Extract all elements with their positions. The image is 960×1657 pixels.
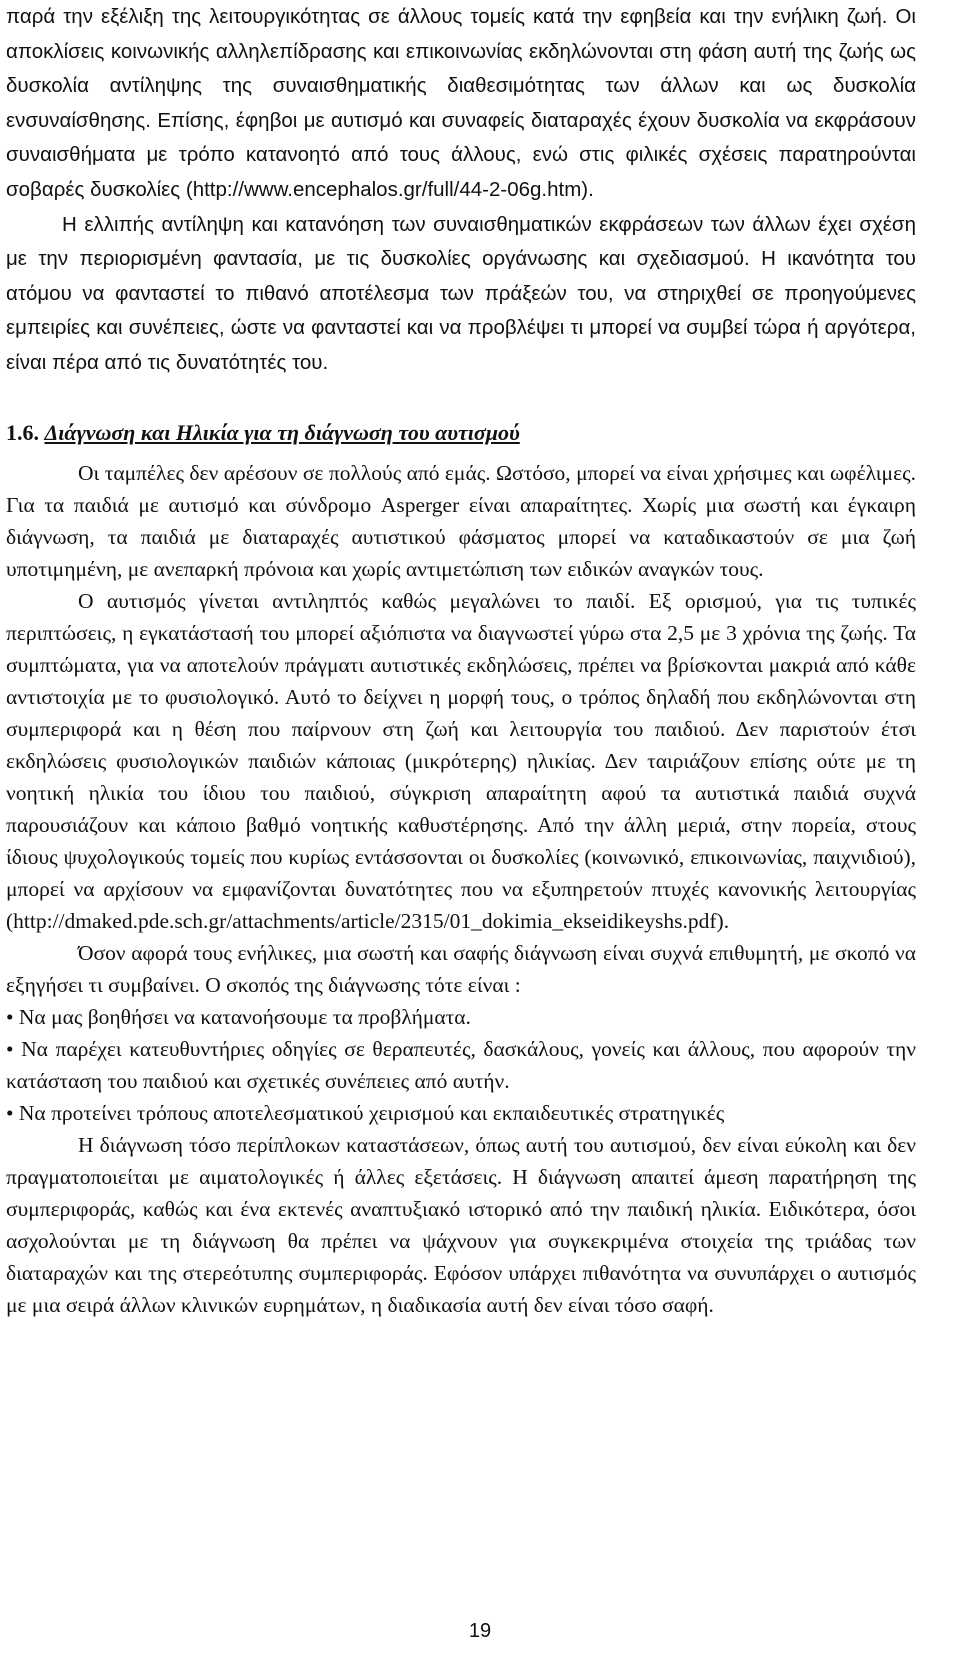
body-paragraph: Όσον αφορά τους ενήλικες, μια σωστή και σαφής διάγνωση είναι συχνά επιθυμητή, με σκοπό να εξηγήσει τι συμβαίνει. Ο σκοπός της διάγνωσης τότε είναι : bbox=[6, 940, 916, 997]
bullet-item: • Να προτείνει τρόπους αποτελεσματικού χειρισμού και εκπαιδευτικές στρατηγικές bbox=[6, 1100, 725, 1125]
body-paragraph: Η ελλιπής αντίληψη και κατανόηση των συναισθηματικών εκφράσεων των άλλων έχει σχέση με την περιορισμένη φαντασία, με τις δυσκολίες οργάνωσης και σχεδιασμού. Η ικανότητα του ατόμου να φανταστεί το πιθανό αποτέλεσμα των πράξεών του, να στηριχθεί σε προηγούμενες εμπειρίες και συνέπειες, ώστε να φανταστεί και να προβλέψει τι μπορεί να συμβεί τώρα ή αργότερα, είναι πέρα από τις δυνατότητές του. bbox=[6, 212, 916, 374]
body-paragraph: παρά την εξέλιξη της λειτουργικότητας σε άλλους τομείς κατά την εφηβεία και την ενήλικη ζωή. Οι αποκλίσεις κοινωνικής αλληλεπίδρασης και επικοινωνίας εκδηλώνονται στη φάση αυτή της ζωής ως δυσκολία αντίληψης της συναισθηματικής διαθεσιμότητας των άλλων και ως δυσκολία ενσυναίσθησης. Επίσης, έφηβοι με αυτισμό και συναφείς διαταραχές έχουν δυσκολία να εκφράσουν συναισθήματα με τρόπο κατανοητό από τους άλλους, ενώ στις φιλικές σχέσεις παρατηρούνται σοβαρές δυσκολίες (http://www.encephalos.gr/full/44-2-06g.htm). bbox=[6, 5, 916, 201]
body-paragraph: Ο αυτισμός γίνεται αντιληπτός καθώς μεγαλώνει το παιδί. Εξ ορισμού, για τις τυπικές περιπτώσεις, η εγκατάστασή του μπορεί αξιόπιστα να διαγνωστεί γύρω στα 2,5 με 3 χρόνια της ζωής. Τα συμπτώματα, για να αποτελούν πράγματι αυτιστικές εκδηλώσεις, πρέπει να βρίσκονται μακριά από κάθε αντιστοιχία με το φυσιολογικό. Αυτό το δείχνει η μορφή τους, ο τρόπος δηλαδή που εκδηλώνονται στη συμπεριφορά και η θέση που παίρνουν στη ζωή και λειτουργία του παιδιού. Δεν παριστούν έτσι εκδηλώσεις φυσιολογικών παιδιών κάποιας (μικρότερης) ηλικίας. Δεν ταιριάζουν επίσης ούτε με τη νοητική ηλικία του ίδιου του παιδιού, σύγκριση απαραίτητη αφού τα αυτιστικά παιδιά συχνά παρουσιάζουν και κάποιο βαθμό νοητικής καθυστέρησης. Από την άλλη μεριά, στην πορεία, στους ίδιους ψυχολογικούς τομείς που κυρίως εντάσσονται οι δυσκολίες (κοινωνικό, επικοινωνίας, παιχνιδιού), μπορεί να αρχίσουν να εμφανίζονται δυνατότητες που να εξυπηρετούν πτυχές κανονικής λειτουργίας (http://dmaked.pde.sch.gr/attachments/article/2315/01_dokimia_ekseidikeyshs.pdf). bbox=[6, 588, 916, 933]
body-paragraph: Η διάγνωση τόσο περίπλοκων καταστάσεων, όπως αυτή του αυτισμού, δεν είναι εύκολη και δεν πραγματοποιείται με αιματολογικές ή άλλες εξετάσεις. Η διάγνωση απαιτεί άμεση παρατήρηση της συμπεριφοράς, καθώς και ένα εκτενές αναπτυξιακό ιστορικό από την παιδική ηλικία. Ειδικότερα, όσοι ασχολούνται με τη διάγνωση θα πρέπει να ψάχνουν για συγκεκριμένα στοιχεία της τριάδας των διαταραχών και της στερεότυπης συμπεριφοράς. Εφόσον υπάρχει πιθανότητα να συνυπάρχει ο αυτισμός με μια σειρά άλλων κλινικών ευρημάτων, η διαδικασία αυτή δεν είναι τόσο σαφή. bbox=[6, 1132, 916, 1317]
bullet-item: • Να παρέχει κατευθυντήριες οδηγίες σε θεραπευτές, δασκάλους, γονείς και άλλους, που αφορούν την κατάσταση του παιδιού και σχετικές συνέπειες από αυτήν. bbox=[6, 1036, 916, 1093]
page-number: 19 bbox=[468, 1620, 492, 1642]
bullet-item: • Να μας βοηθήσει να κατανοήσουμε τα προβλήματα. bbox=[6, 1004, 471, 1029]
section-title: Διάγνωση και Ηλικία για τη διάγνωση του αυτισμού bbox=[44, 419, 520, 445]
body-paragraph: Οι ταμπέλες δεν αρέσουν σε πολλούς από εμάς. Ωστόσο, μπορεί να είναι χρήσιμες και ωφέλιμες. Για τα παιδιά με αυτισμό και σύνδρομο Asperger είναι απαραίτητες. Χωρίς μια σωστή και έγκαιρη διάγνωση, τα παιδιά με διαταραχές αυτιστικού φάσματος μπορεί να καταδικαστούν σε μια ζωή υποτιμημένη, με ανεπαρκή πρόνοια και χωρίς αντιμετώπιση των ειδικών αναγκών τους. bbox=[6, 460, 916, 581]
section-number: 1.6. bbox=[6, 419, 39, 445]
section-heading bbox=[6, 417, 916, 449]
